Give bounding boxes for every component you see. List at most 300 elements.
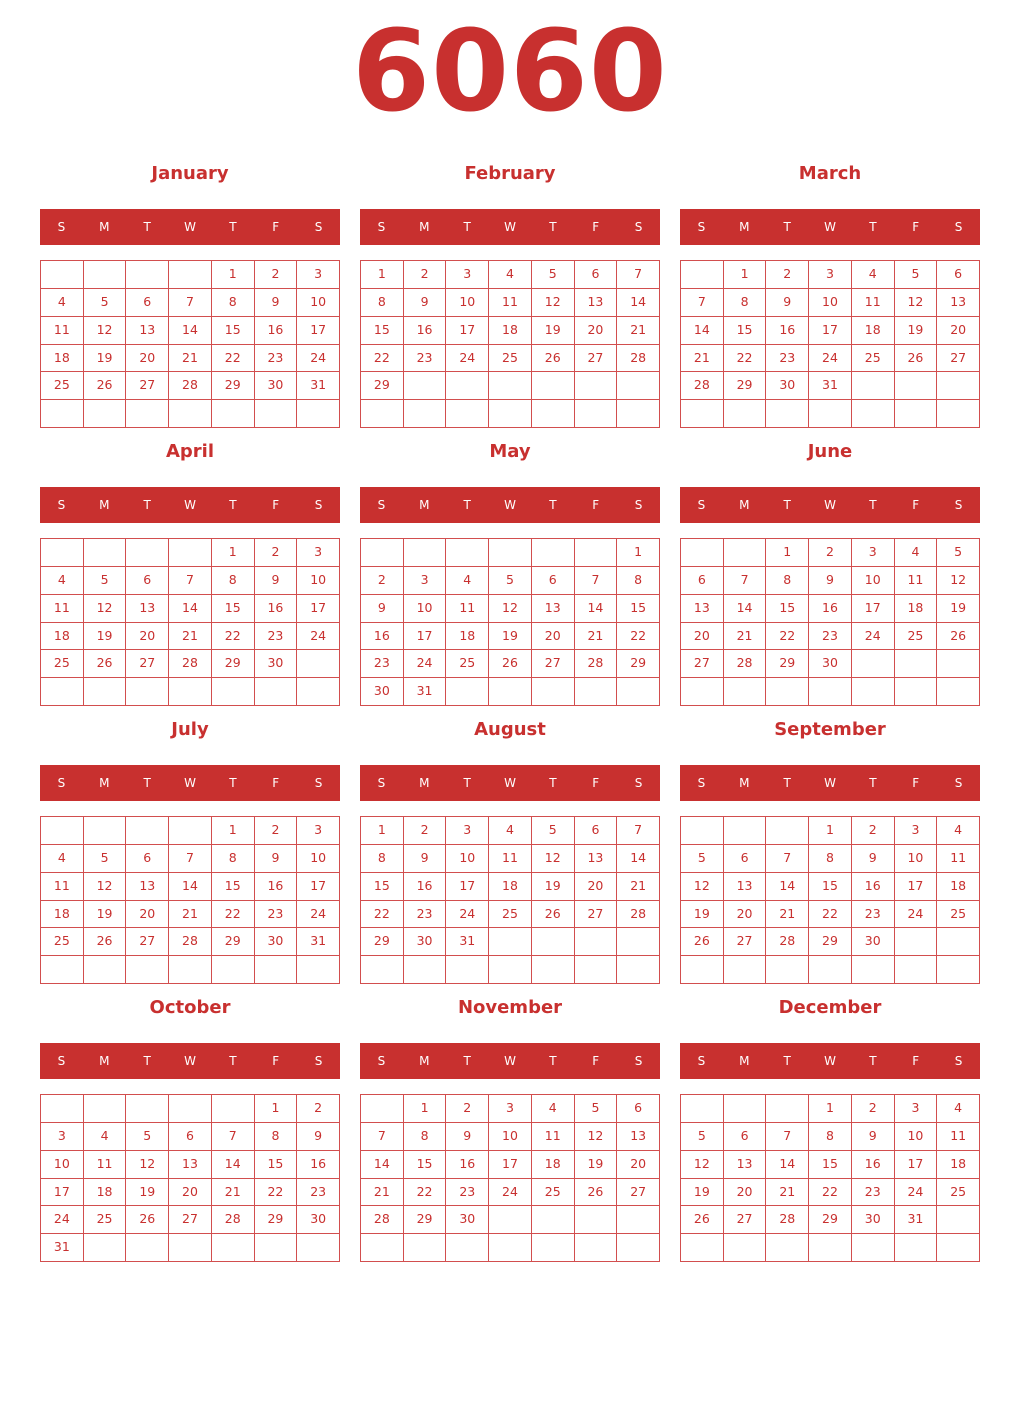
- day-cell: 5: [84, 289, 127, 317]
- day-cell: 12: [532, 289, 575, 317]
- empty-day-cell: [766, 400, 809, 428]
- day-cell: 16: [852, 873, 895, 901]
- day-cell: 25: [852, 345, 895, 373]
- weekday-header: [40, 487, 340, 523]
- weekday-label: F: [912, 1054, 920, 1068]
- weekday-label: F: [272, 220, 280, 234]
- day-cell: 2: [255, 817, 298, 845]
- day-cell: 8: [361, 845, 404, 873]
- day-cell: 9: [404, 289, 447, 317]
- day-cell: 7: [617, 261, 660, 289]
- day-cell: 16: [852, 1151, 895, 1179]
- empty-day-cell: [404, 956, 447, 984]
- month-name: May: [489, 441, 531, 462]
- day-cell: 30: [404, 928, 447, 956]
- empty-day-cell: [84, 539, 127, 567]
- day-cell: 9: [852, 1123, 895, 1151]
- day-cell: 6: [575, 261, 618, 289]
- weekday-label: W: [184, 1054, 196, 1068]
- day-cell: 24: [489, 1179, 532, 1207]
- empty-day-cell: [126, 678, 169, 706]
- day-cell: 5: [489, 567, 532, 595]
- day-cell: 9: [297, 1123, 340, 1151]
- day-cell: 23: [361, 650, 404, 678]
- empty-day-cell: [404, 400, 447, 428]
- day-cell: 5: [681, 845, 724, 873]
- day-cell: 7: [766, 1123, 809, 1151]
- day-cell: 25: [895, 623, 938, 651]
- weekday-header: [680, 1043, 980, 1079]
- weekday-label: T: [143, 498, 151, 512]
- day-cell: 13: [575, 845, 618, 873]
- day-cell: 19: [84, 345, 127, 373]
- day-cell: 26: [532, 345, 575, 373]
- day-cell: 28: [575, 650, 618, 678]
- day-cell: 30: [766, 372, 809, 400]
- day-cell: 14: [617, 845, 660, 873]
- day-cell: 31: [41, 1234, 84, 1262]
- day-cell: 20: [937, 317, 980, 345]
- day-grid: [40, 260, 340, 428]
- day-cell: 8: [809, 1123, 852, 1151]
- day-cell: 9: [446, 1123, 489, 1151]
- day-cell: 19: [681, 1179, 724, 1207]
- day-cell: 29: [361, 928, 404, 956]
- weekday-label: T: [549, 776, 557, 790]
- weekday-header: [40, 1043, 340, 1079]
- day-cell: 22: [212, 901, 255, 929]
- day-cell: 9: [255, 289, 298, 317]
- day-cell: 17: [852, 595, 895, 623]
- weekday-label: F: [272, 776, 280, 790]
- empty-day-cell: [361, 539, 404, 567]
- empty-day-cell: [297, 956, 340, 984]
- day-grid: [360, 1094, 660, 1262]
- day-cell: 7: [169, 567, 212, 595]
- day-cell: 29: [724, 372, 767, 400]
- empty-day-cell: [446, 678, 489, 706]
- empty-day-cell: [681, 400, 724, 428]
- empty-day-cell: [169, 1234, 212, 1262]
- empty-day-cell: [724, 1234, 767, 1262]
- day-cell: 27: [575, 901, 618, 929]
- day-cell: 21: [169, 901, 212, 929]
- day-cell: 3: [297, 817, 340, 845]
- day-cell: 2: [446, 1095, 489, 1123]
- empty-day-cell: [446, 956, 489, 984]
- weekday-label: W: [824, 1054, 836, 1068]
- empty-day-cell: [809, 956, 852, 984]
- day-cell: 18: [852, 317, 895, 345]
- day-cell: 22: [212, 345, 255, 373]
- day-cell: 6: [532, 567, 575, 595]
- empty-day-cell: [575, 678, 618, 706]
- weekday-label: S: [634, 220, 643, 234]
- day-grid: [360, 538, 660, 706]
- day-cell: 15: [766, 595, 809, 623]
- empty-day-cell: [41, 678, 84, 706]
- month-name: November: [457, 997, 563, 1018]
- weekday-label: S: [377, 220, 386, 234]
- empty-day-cell: [489, 400, 532, 428]
- empty-day-cell: [446, 400, 489, 428]
- empty-day-cell: [937, 928, 980, 956]
- day-cell: 15: [617, 595, 660, 623]
- day-cell: 14: [169, 873, 212, 901]
- day-cell: 11: [532, 1123, 575, 1151]
- day-cell: 27: [126, 928, 169, 956]
- day-cell: 3: [404, 567, 447, 595]
- day-cell: 21: [724, 623, 767, 651]
- day-cell: 3: [895, 1095, 938, 1123]
- day-cell: 28: [169, 928, 212, 956]
- day-cell: 23: [297, 1179, 340, 1207]
- weekday-label: S: [57, 776, 66, 790]
- weekday-label: W: [184, 220, 196, 234]
- day-cell: 9: [404, 845, 447, 873]
- day-cell: 16: [297, 1151, 340, 1179]
- day-cell: 12: [532, 845, 575, 873]
- empty-day-cell: [724, 400, 767, 428]
- day-cell: 11: [446, 595, 489, 623]
- empty-day-cell: [681, 678, 724, 706]
- day-cell: 7: [724, 567, 767, 595]
- day-cell: 5: [84, 845, 127, 873]
- day-cell: 18: [489, 317, 532, 345]
- day-cell: 25: [41, 650, 84, 678]
- month-name: June: [807, 441, 853, 462]
- day-cell: 6: [169, 1123, 212, 1151]
- day-cell: 16: [766, 317, 809, 345]
- day-cell: 11: [895, 567, 938, 595]
- day-cell: 11: [489, 845, 532, 873]
- weekday-label: T: [143, 1054, 151, 1068]
- day-cell: 20: [575, 317, 618, 345]
- day-cell: 18: [937, 873, 980, 901]
- day-cell: 13: [126, 595, 169, 623]
- day-cell: 1: [361, 817, 404, 845]
- day-cell: 25: [937, 901, 980, 929]
- day-cell: 1: [809, 1095, 852, 1123]
- empty-day-cell: [212, 1234, 255, 1262]
- day-cell: 12: [84, 873, 127, 901]
- empty-day-cell: [126, 956, 169, 984]
- day-cell: 12: [84, 595, 127, 623]
- empty-day-cell: [446, 372, 489, 400]
- day-cell: 3: [446, 261, 489, 289]
- day-cell: 30: [852, 1206, 895, 1234]
- weekday-label: W: [184, 498, 196, 512]
- day-cell: 22: [255, 1179, 298, 1207]
- empty-day-cell: [489, 539, 532, 567]
- day-cell: 18: [41, 901, 84, 929]
- day-cell: 18: [41, 623, 84, 651]
- weekday-label: F: [272, 1054, 280, 1068]
- empty-day-cell: [84, 1234, 127, 1262]
- day-cell: 28: [169, 650, 212, 678]
- day-cell: 10: [297, 567, 340, 595]
- day-cell: 1: [617, 539, 660, 567]
- day-cell: 8: [404, 1123, 447, 1151]
- weekday-label: W: [824, 498, 836, 512]
- day-cell: 9: [255, 567, 298, 595]
- day-cell: 30: [446, 1206, 489, 1234]
- day-cell: 14: [169, 595, 212, 623]
- empty-day-cell: [575, 400, 618, 428]
- day-cell: 4: [489, 817, 532, 845]
- day-cell: 10: [297, 845, 340, 873]
- day-cell: 24: [895, 1179, 938, 1207]
- day-cell: 22: [361, 345, 404, 373]
- day-cell: 27: [126, 372, 169, 400]
- day-cell: 29: [617, 650, 660, 678]
- weekday-label: F: [592, 776, 600, 790]
- empty-day-cell: [895, 400, 938, 428]
- day-grid: [360, 816, 660, 984]
- day-cell: 4: [446, 567, 489, 595]
- weekday-label: W: [504, 1054, 516, 1068]
- day-cell: 9: [852, 845, 895, 873]
- weekday-label: S: [377, 776, 386, 790]
- empty-day-cell: [84, 1095, 127, 1123]
- empty-day-cell: [84, 817, 127, 845]
- empty-day-cell: [575, 539, 618, 567]
- weekday-label: S: [57, 220, 66, 234]
- day-cell: 10: [297, 289, 340, 317]
- day-cell: 6: [126, 567, 169, 595]
- empty-day-cell: [937, 1234, 980, 1262]
- weekday-label: T: [143, 220, 151, 234]
- day-cell: 20: [126, 345, 169, 373]
- weekday-label: T: [229, 776, 237, 790]
- empty-day-cell: [681, 1095, 724, 1123]
- weekday-header: [680, 209, 980, 245]
- day-cell: 31: [446, 928, 489, 956]
- weekday-label: S: [314, 498, 323, 512]
- empty-day-cell: [532, 1234, 575, 1262]
- day-cell: 26: [84, 372, 127, 400]
- day-cell: 26: [532, 901, 575, 929]
- day-cell: 8: [212, 289, 255, 317]
- empty-day-cell: [84, 956, 127, 984]
- day-cell: 25: [489, 345, 532, 373]
- day-cell: 22: [212, 623, 255, 651]
- day-cell: 24: [895, 901, 938, 929]
- day-cell: 13: [724, 873, 767, 901]
- weekday-label: M: [419, 776, 430, 790]
- day-cell: 25: [937, 1179, 980, 1207]
- day-cell: 27: [617, 1179, 660, 1207]
- day-cell: 24: [41, 1206, 84, 1234]
- day-cell: 19: [84, 901, 127, 929]
- day-cell: 6: [617, 1095, 660, 1123]
- day-cell: 19: [532, 317, 575, 345]
- day-cell: 18: [489, 873, 532, 901]
- empty-day-cell: [41, 1095, 84, 1123]
- day-cell: 17: [297, 595, 340, 623]
- weekday-label: T: [229, 498, 237, 512]
- day-cell: 23: [852, 901, 895, 929]
- day-cell: 23: [766, 345, 809, 373]
- empty-day-cell: [895, 372, 938, 400]
- empty-day-cell: [617, 678, 660, 706]
- empty-day-cell: [809, 400, 852, 428]
- empty-day-cell: [852, 956, 895, 984]
- day-cell: 17: [297, 873, 340, 901]
- day-cell: 2: [361, 567, 404, 595]
- day-cell: 14: [361, 1151, 404, 1179]
- day-cell: 16: [255, 317, 298, 345]
- weekday-label: S: [634, 498, 643, 512]
- weekday-label: T: [229, 220, 237, 234]
- empty-day-cell: [532, 400, 575, 428]
- day-cell: 14: [681, 317, 724, 345]
- day-cell: 24: [852, 623, 895, 651]
- day-grid: [40, 1094, 340, 1262]
- day-cell: 24: [297, 623, 340, 651]
- empty-day-cell: [532, 372, 575, 400]
- day-cell: 12: [575, 1123, 618, 1151]
- day-cell: 21: [169, 623, 212, 651]
- day-cell: 2: [297, 1095, 340, 1123]
- weekday-label: F: [592, 220, 600, 234]
- day-cell: 18: [41, 345, 84, 373]
- day-cell: 21: [169, 345, 212, 373]
- empty-day-cell: [404, 372, 447, 400]
- day-cell: 21: [617, 873, 660, 901]
- weekday-label: M: [419, 1054, 430, 1068]
- day-cell: 23: [255, 901, 298, 929]
- day-cell: 16: [404, 873, 447, 901]
- day-cell: 31: [297, 928, 340, 956]
- weekday-label: T: [229, 1054, 237, 1068]
- day-cell: 2: [766, 261, 809, 289]
- day-cell: 13: [724, 1151, 767, 1179]
- empty-day-cell: [297, 678, 340, 706]
- day-cell: 29: [809, 928, 852, 956]
- month-name: September: [774, 719, 886, 740]
- empty-day-cell: [809, 1234, 852, 1262]
- day-cell: 25: [489, 901, 532, 929]
- day-cell: 30: [809, 650, 852, 678]
- day-cell: 26: [895, 345, 938, 373]
- day-cell: 4: [489, 261, 532, 289]
- day-cell: 31: [404, 678, 447, 706]
- weekday-header: [360, 1043, 660, 1079]
- day-cell: 29: [212, 928, 255, 956]
- empty-day-cell: [617, 956, 660, 984]
- weekday-label: S: [697, 776, 706, 790]
- day-cell: 15: [212, 595, 255, 623]
- day-cell: 19: [84, 623, 127, 651]
- month-name: February: [464, 163, 556, 184]
- day-cell: 22: [809, 901, 852, 929]
- weekday-label: M: [99, 498, 110, 512]
- day-cell: 15: [809, 873, 852, 901]
- day-cell: 16: [404, 317, 447, 345]
- day-cell: 25: [41, 372, 84, 400]
- day-cell: 21: [617, 317, 660, 345]
- empty-day-cell: [937, 678, 980, 706]
- day-cell: 13: [617, 1123, 660, 1151]
- day-cell: 11: [489, 289, 532, 317]
- day-grid: [360, 260, 660, 428]
- month-name: August: [474, 719, 546, 740]
- day-cell: 3: [297, 261, 340, 289]
- day-cell: 24: [297, 901, 340, 929]
- empty-day-cell: [809, 678, 852, 706]
- day-cell: 2: [255, 539, 298, 567]
- weekday-label: S: [954, 220, 963, 234]
- day-cell: 1: [212, 539, 255, 567]
- empty-day-cell: [937, 1206, 980, 1234]
- empty-day-cell: [852, 1234, 895, 1262]
- weekday-label: F: [592, 1054, 600, 1068]
- empty-day-cell: [852, 678, 895, 706]
- day-cell: 28: [724, 650, 767, 678]
- weekday-label: W: [504, 498, 516, 512]
- day-cell: 5: [575, 1095, 618, 1123]
- day-cell: 7: [617, 817, 660, 845]
- day-cell: 26: [489, 650, 532, 678]
- weekday-header: [360, 487, 660, 523]
- empty-day-cell: [446, 1234, 489, 1262]
- day-cell: 5: [532, 261, 575, 289]
- day-cell: 5: [126, 1123, 169, 1151]
- weekday-label: T: [549, 220, 557, 234]
- day-cell: 23: [255, 345, 298, 373]
- weekday-header: [40, 209, 340, 245]
- day-cell: 1: [255, 1095, 298, 1123]
- day-cell: 8: [212, 845, 255, 873]
- day-grid: [680, 260, 980, 428]
- weekday-label: T: [869, 776, 877, 790]
- day-cell: 15: [404, 1151, 447, 1179]
- day-cell: 15: [212, 317, 255, 345]
- empty-day-cell: [169, 400, 212, 428]
- weekday-label: S: [314, 1054, 323, 1068]
- day-cell: 20: [126, 901, 169, 929]
- empty-day-cell: [361, 400, 404, 428]
- day-cell: 16: [809, 595, 852, 623]
- day-cell: 24: [404, 650, 447, 678]
- month-name: July: [171, 719, 209, 740]
- day-cell: 2: [255, 261, 298, 289]
- day-cell: 19: [681, 901, 724, 929]
- empty-day-cell: [575, 956, 618, 984]
- day-cell: 17: [895, 1151, 938, 1179]
- weekday-label: M: [739, 776, 750, 790]
- day-cell: 11: [937, 1123, 980, 1151]
- day-cell: 2: [404, 817, 447, 845]
- day-cell: 27: [724, 1206, 767, 1234]
- day-cell: 7: [361, 1123, 404, 1151]
- day-grid: [680, 816, 980, 984]
- weekday-label: M: [99, 220, 110, 234]
- empty-day-cell: [126, 1234, 169, 1262]
- empty-day-cell: [297, 1234, 340, 1262]
- day-cell: 28: [212, 1206, 255, 1234]
- day-cell: 8: [766, 567, 809, 595]
- day-cell: 8: [212, 567, 255, 595]
- weekday-label: T: [463, 220, 471, 234]
- weekday-label: T: [869, 220, 877, 234]
- day-cell: 28: [766, 928, 809, 956]
- day-cell: 4: [41, 567, 84, 595]
- empty-day-cell: [404, 539, 447, 567]
- day-cell: 21: [361, 1179, 404, 1207]
- empty-day-cell: [766, 678, 809, 706]
